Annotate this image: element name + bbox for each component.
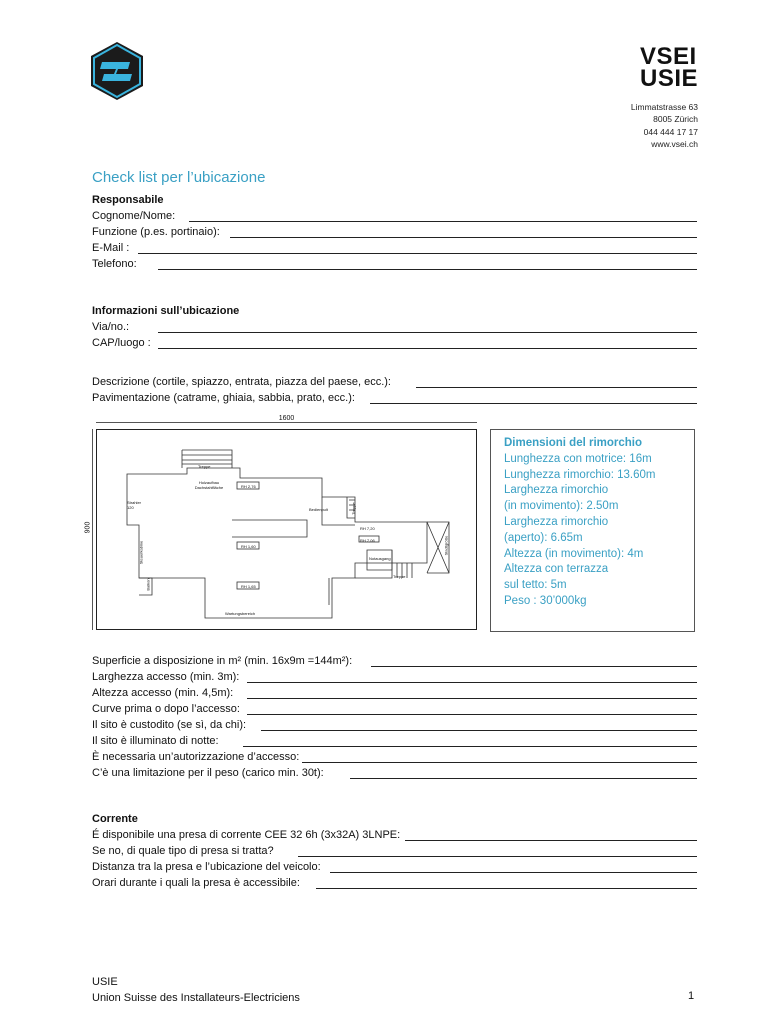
field-label-cap: CAP/luogo :	[92, 337, 151, 349]
dim-line: Lunghezza rimorchio: 13.60m	[504, 468, 656, 481]
plan-label-rh706: RH 7,06	[360, 538, 375, 543]
field-label-curve: Curve prima o dopo l’accesso:	[92, 703, 240, 715]
footer-line2: Union Suisse des Installateurs-Electriciens	[92, 992, 300, 1004]
field-label-funzione: Funzione (p.es. portinaio):	[92, 226, 220, 238]
vsei-usie-brand: VSEI USIE	[639, 43, 698, 92]
plan-label-rh720: RH 7,20	[360, 526, 375, 531]
section-heading-responsabile: Responsabile	[92, 194, 164, 206]
field-line-superficie[interactable]	[371, 666, 697, 667]
field-line-cognome[interactable]	[189, 221, 697, 222]
trailer-dimensions-title: Dimensioni del rimorchio	[504, 437, 643, 449]
plan-label-wartungsbereich: Wartungsbereich	[225, 611, 256, 616]
field-label-distanza: Distanza tra la presa e l’ubicazione del veicolo:	[92, 861, 321, 873]
dim-line: Larghezza rimorchio	[504, 484, 609, 497]
footer-line1: USIE	[92, 976, 118, 988]
dim-line: Altezza con terrazza	[504, 563, 609, 576]
field-line-descrizione[interactable]	[416, 387, 697, 388]
dim-line: (aperto): 6.65m	[504, 531, 583, 544]
plan-label-balkon: Balkon	[145, 578, 151, 591]
dim-line: sul tetto: 5m	[504, 579, 567, 592]
field-line-funzione[interactable]	[230, 237, 697, 238]
plan-label-rh160: RH 1,60	[241, 544, 256, 549]
field-line-cap[interactable]	[158, 348, 697, 349]
floor-plan	[96, 429, 477, 630]
plan-label-treppe: Treppe	[198, 464, 211, 469]
dim-line: (in movimento): 2.50m	[504, 500, 619, 513]
field-line-peso[interactable]	[350, 778, 697, 779]
plan-label-holzaufbau: Holzaufbau Dachstahlfläche	[194, 480, 224, 490]
section-heading-corrente: Corrente	[92, 813, 138, 825]
footer	[92, 974, 300, 1006]
field-line-altezza[interactable]	[247, 698, 697, 699]
plan-label-bedienpult: Bedienpult	[309, 507, 328, 512]
field-label-telefono: Telefono:	[92, 258, 137, 270]
field-label-superficie: Superficie a disposizione in m² (min. 16x9m =144m²):	[92, 655, 353, 667]
plan-height-label: 900	[84, 521, 92, 534]
field-label-cognome: Cognome/Nome:	[92, 210, 176, 222]
field-label-orari: Orari durante i quali la presa è accessibile:	[92, 877, 300, 889]
field-label-illuminato: Il sito è illuminato di notte:	[92, 735, 219, 747]
field-line-via[interactable]	[158, 332, 697, 333]
field-line-orari[interactable]	[316, 888, 697, 889]
field-line-distanza[interactable]	[330, 872, 697, 873]
field-label-altezza: Altezza accesso (min. 4,5m):	[92, 687, 234, 699]
field-line-autorizzazione[interactable]	[302, 762, 697, 763]
plan-label-steuerkabine: Steuerkabine	[138, 540, 144, 565]
field-label-pavimentazione: Pavimentazione (catrame, ghiaia, sabbia, prato, ecc.):	[92, 392, 355, 404]
field-line-larghezza[interactable]	[247, 682, 697, 683]
field-label-via: Via/no.:	[92, 321, 130, 333]
field-line-email[interactable]	[138, 253, 697, 254]
plan-label-notausgang: Notausgang	[369, 556, 391, 561]
field-label-tipo-presa: Se no, di quale tipo di presa si tratta?	[92, 845, 274, 857]
field-line-curve[interactable]	[247, 714, 697, 715]
plan-width-label: 1600	[278, 415, 295, 422]
dim-line: Lunghezza con motrice: 16m	[504, 452, 652, 465]
field-line-telefono[interactable]	[158, 269, 697, 270]
dim-line: Peso : 30’000kg	[504, 594, 587, 607]
field-line-custodito[interactable]	[261, 730, 697, 731]
page-number: 1	[688, 990, 695, 1002]
field-line-presa[interactable]	[405, 840, 697, 841]
field-label-larghezza: Larghezza accesso (min. 3m):	[92, 671, 240, 683]
plan-label-treppe-2: Treppe	[350, 502, 356, 515]
field-line-illuminato[interactable]	[243, 746, 697, 747]
plan-label-strahler: Strahler 120	[127, 500, 142, 510]
plan-label-treppe-3: Treppe	[393, 574, 406, 579]
field-label-autorizzazione: È necessaria un’autorizzazione d’accesso:	[92, 751, 300, 763]
plan-label-rh165: RH 1,65	[241, 584, 256, 589]
trailer-dimensions-box	[490, 429, 695, 632]
dim-line: Altezza (in movimento): 4m	[504, 547, 644, 560]
plan-height-dimension-line	[92, 429, 93, 630]
field-label-custodito: Il sito è custodito (se sì, da chi):	[92, 719, 247, 731]
field-label-descrizione: Descrizione (cortile, spiazzo, entrata, piazza del paese, ecc.):	[92, 376, 391, 388]
field-line-pavimentazione[interactable]	[370, 403, 697, 404]
plan-label-rh276: RH 2,76	[241, 484, 256, 489]
address-block: Limmatstrasse 63 8005 Zürich 044 444 17 17 www.vsei.ch	[630, 102, 698, 149]
page-title: Check list per l’ubicazione	[92, 169, 266, 186]
field-label-presa: É disponibile una presa di corrente CEE 32 6h (3x32A) 3LNPE:	[92, 829, 401, 841]
field-label-email: E-Mail :	[92, 242, 130, 254]
dim-line: Larghezza rimorchio	[504, 515, 609, 528]
field-label-peso: C’è una limitazione per il peso (carico min. 30t):	[92, 767, 324, 779]
field-line-tipo-presa[interactable]	[298, 856, 697, 857]
plan-label-stadtgroesse: Stadtgröße	[443, 535, 449, 556]
section-heading-ubicazione: Informazioni sull’ubicazione	[92, 305, 240, 317]
plan-width-dimension-line	[96, 422, 477, 423]
usie-logo	[86, 40, 148, 102]
